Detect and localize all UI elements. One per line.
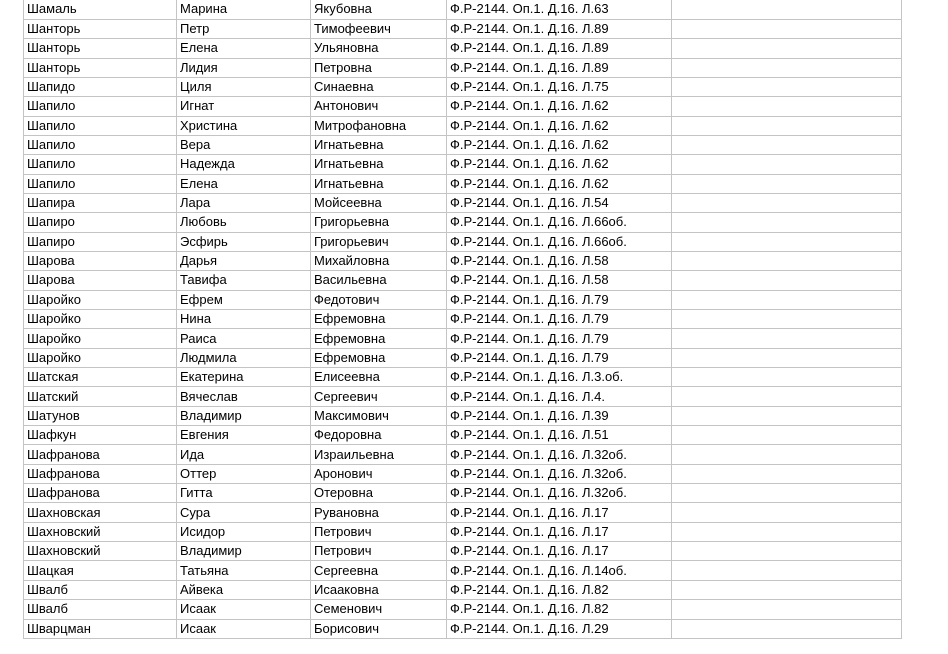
first-name-cell: Христина — [177, 116, 311, 135]
surname-cell: Шанторь — [24, 58, 177, 77]
first-name-cell: Екатерина — [177, 368, 311, 387]
empty-cell — [672, 561, 902, 580]
surname-cell: Шварцман — [24, 619, 177, 638]
patronymic-cell: Рувановна — [311, 503, 447, 522]
table-row — [24, 155, 902, 174]
empty-cell — [672, 348, 902, 367]
patronymic-cell: Федотович — [311, 290, 447, 309]
first-name-cell: Тавифа — [177, 271, 311, 290]
empty-cell — [672, 97, 902, 116]
surname-cell: Шапило — [24, 174, 177, 193]
archive-reference-cell: Ф.Р-2144. Оп.1. Д.16. Л.17 — [447, 522, 672, 541]
table-row — [24, 542, 902, 561]
first-name-cell: Людмила — [177, 348, 311, 367]
surname-cell: Шафранова — [24, 484, 177, 503]
first-name-cell: Айвека — [177, 580, 311, 599]
surname-cell: Шапило — [24, 116, 177, 135]
first-name-cell: Ида — [177, 445, 311, 464]
empty-cell — [672, 503, 902, 522]
first-name-cell: Оттер — [177, 464, 311, 483]
table-row — [24, 97, 902, 116]
first-name-cell: Вячеслав — [177, 387, 311, 406]
empty-cell — [672, 522, 902, 541]
table-row — [24, 426, 902, 445]
first-name-cell: Дарья — [177, 251, 311, 270]
table-row — [24, 310, 902, 329]
surname-cell: Шапило — [24, 155, 177, 174]
first-name-cell: Ефрем — [177, 290, 311, 309]
archive-reference-cell: Ф.Р-2144. Оп.1. Д.16. Л.14об. — [447, 561, 672, 580]
first-name-cell: Лидия — [177, 58, 311, 77]
surname-cell: Шатский — [24, 387, 177, 406]
archive-reference-cell: Ф.Р-2144. Оп.1. Д.16. Л.82 — [447, 580, 672, 599]
table-row — [24, 580, 902, 599]
archive-reference-cell: Ф.Р-2144. Оп.1. Д.16. Л.79 — [447, 348, 672, 367]
patronymic-cell: Синаевна — [311, 77, 447, 96]
surname-cell: Шахновский — [24, 522, 177, 541]
first-name-cell: Лара — [177, 193, 311, 212]
table-row — [24, 406, 902, 425]
records-table — [23, 0, 902, 639]
patronymic-cell: Петровна — [311, 58, 447, 77]
patronymic-cell: Ефремовна — [311, 348, 447, 367]
first-name-cell: Циля — [177, 77, 311, 96]
first-name-cell: Владимир — [177, 406, 311, 425]
table-row — [24, 232, 902, 251]
table-row — [24, 600, 902, 619]
patronymic-cell: Семенович — [311, 600, 447, 619]
archive-reference-cell: Ф.Р-2144. Оп.1. Д.16. Л.29 — [447, 619, 672, 638]
table-row — [24, 135, 902, 154]
first-name-cell: Гитта — [177, 484, 311, 503]
empty-cell — [672, 484, 902, 503]
surname-cell: Шанторь — [24, 19, 177, 38]
patronymic-cell: Михайловна — [311, 251, 447, 270]
surname-cell: Шаройко — [24, 348, 177, 367]
first-name-cell: Сура — [177, 503, 311, 522]
empty-cell — [672, 251, 902, 270]
patronymic-cell: Антонович — [311, 97, 447, 116]
first-name-cell: Исаак — [177, 600, 311, 619]
archive-reference-cell: Ф.Р-2144. Оп.1. Д.16. Л.79 — [447, 329, 672, 348]
empty-cell — [672, 271, 902, 290]
empty-cell — [672, 619, 902, 638]
archive-reference-cell: Ф.Р-2144. Оп.1. Д.16. Л.58 — [447, 251, 672, 270]
empty-cell — [672, 580, 902, 599]
first-name-cell: Евгения — [177, 426, 311, 445]
empty-cell — [672, 77, 902, 96]
empty-cell — [672, 39, 902, 58]
empty-cell — [672, 542, 902, 561]
archive-reference-cell: Ф.Р-2144. Оп.1. Д.16. Л.51 — [447, 426, 672, 445]
empty-cell — [672, 0, 902, 19]
archive-reference-cell: Ф.Р-2144. Оп.1. Д.16. Л.62 — [447, 116, 672, 135]
patronymic-cell: Аронович — [311, 464, 447, 483]
surname-cell: Шарова — [24, 271, 177, 290]
surname-cell: Шапиро — [24, 213, 177, 232]
patronymic-cell: Ульяновна — [311, 39, 447, 58]
archive-reference-cell: Ф.Р-2144. Оп.1. Д.16. Л.17 — [447, 542, 672, 561]
table-row — [24, 329, 902, 348]
patronymic-cell: Борисович — [311, 619, 447, 638]
surname-cell: Шахновская — [24, 503, 177, 522]
archive-reference-cell: Ф.Р-2144. Оп.1. Д.16. Л.79 — [447, 310, 672, 329]
archive-reference-cell: Ф.Р-2144. Оп.1. Д.16. Л.66об. — [447, 213, 672, 232]
archive-reference-cell: Ф.Р-2144. Оп.1. Д.16. Л.32об. — [447, 445, 672, 464]
first-name-cell: Вера — [177, 135, 311, 154]
table-row — [24, 39, 902, 58]
archive-reference-cell: Ф.Р-2144. Оп.1. Д.16. Л.89 — [447, 19, 672, 38]
patronymic-cell: Игнатьевна — [311, 135, 447, 154]
table-row — [24, 213, 902, 232]
surname-cell: Шанторь — [24, 39, 177, 58]
empty-cell — [672, 426, 902, 445]
surname-cell: Шапидо — [24, 77, 177, 96]
patronymic-cell: Митрофановна — [311, 116, 447, 135]
surname-cell: Шафкун — [24, 426, 177, 445]
patronymic-cell: Максимович — [311, 406, 447, 425]
table-row — [24, 368, 902, 387]
archive-reference-cell: Ф.Р-2144. Оп.1. Д.16. Л.66об. — [447, 232, 672, 251]
patronymic-cell: Сергеевич — [311, 387, 447, 406]
table-row — [24, 174, 902, 193]
archive-reference-cell: Ф.Р-2144. Оп.1. Д.16. Л.89 — [447, 58, 672, 77]
surname-cell: Шамаль — [24, 0, 177, 19]
archive-reference-cell: Ф.Р-2144. Оп.1. Д.16. Л.62 — [447, 155, 672, 174]
patronymic-cell: Мойсеевна — [311, 193, 447, 212]
empty-cell — [672, 310, 902, 329]
surname-cell: Шапира — [24, 193, 177, 212]
archive-reference-cell: Ф.Р-2144. Оп.1. Д.16. Л.32об. — [447, 484, 672, 503]
empty-cell — [672, 213, 902, 232]
surname-cell: Шаройко — [24, 290, 177, 309]
surname-cell: Шатская — [24, 368, 177, 387]
empty-cell — [672, 406, 902, 425]
surname-cell: Шатунов — [24, 406, 177, 425]
first-name-cell: Елена — [177, 174, 311, 193]
empty-cell — [672, 290, 902, 309]
archive-reference-cell: Ф.Р-2144. Оп.1. Д.16. Л.54 — [447, 193, 672, 212]
first-name-cell: Елена — [177, 39, 311, 58]
empty-cell — [672, 464, 902, 483]
first-name-cell: Эсфирь — [177, 232, 311, 251]
patronymic-cell: Исааковна — [311, 580, 447, 599]
empty-cell — [672, 174, 902, 193]
first-name-cell: Петр — [177, 19, 311, 38]
archive-reference-cell: Ф.Р-2144. Оп.1. Д.16. Л.4. — [447, 387, 672, 406]
archive-reference-cell: Ф.Р-2144. Оп.1. Д.16. Л.3.об. — [447, 368, 672, 387]
table-row — [24, 0, 902, 19]
first-name-cell: Любовь — [177, 213, 311, 232]
records-table-body — [24, 0, 902, 638]
surname-cell: Шапило — [24, 135, 177, 154]
archive-reference-cell: Ф.Р-2144. Оп.1. Д.16. Л.58 — [447, 271, 672, 290]
table-row — [24, 251, 902, 270]
surname-cell: Шацкая — [24, 561, 177, 580]
first-name-cell: Татьяна — [177, 561, 311, 580]
empty-cell — [672, 116, 902, 135]
first-name-cell: Нина — [177, 310, 311, 329]
archive-reference-cell: Ф.Р-2144. Оп.1. Д.16. Л.39 — [447, 406, 672, 425]
patronymic-cell: Игнатьевна — [311, 174, 447, 193]
table-row — [24, 522, 902, 541]
surname-cell: Шафранова — [24, 445, 177, 464]
empty-cell — [672, 600, 902, 619]
empty-cell — [672, 193, 902, 212]
records-sheet — [23, 0, 902, 639]
patronymic-cell: Петрович — [311, 542, 447, 561]
archive-reference-cell: Ф.Р-2144. Оп.1. Д.16. Л.63 — [447, 0, 672, 19]
surname-cell: Шаройко — [24, 329, 177, 348]
surname-cell: Шарова — [24, 251, 177, 270]
table-row — [24, 271, 902, 290]
empty-cell — [672, 232, 902, 251]
first-name-cell: Игнат — [177, 97, 311, 116]
patronymic-cell: Ефремовна — [311, 329, 447, 348]
patronymic-cell: Израильевна — [311, 445, 447, 464]
empty-cell — [672, 387, 902, 406]
surname-cell: Шаройко — [24, 310, 177, 329]
first-name-cell: Владимир — [177, 542, 311, 561]
first-name-cell: Надежда — [177, 155, 311, 174]
patronymic-cell: Ефремовна — [311, 310, 447, 329]
empty-cell — [672, 135, 902, 154]
archive-reference-cell: Ф.Р-2144. Оп.1. Д.16. Л.62 — [447, 97, 672, 116]
table-row — [24, 387, 902, 406]
table-row — [24, 348, 902, 367]
surname-cell: Шафранова — [24, 464, 177, 483]
empty-cell — [672, 445, 902, 464]
archive-reference-cell: Ф.Р-2144. Оп.1. Д.16. Л.79 — [447, 290, 672, 309]
archive-reference-cell: Ф.Р-2144. Оп.1. Д.16. Л.32об. — [447, 464, 672, 483]
empty-cell — [672, 155, 902, 174]
archive-reference-cell: Ф.Р-2144. Оп.1. Д.16. Л.89 — [447, 39, 672, 58]
table-row — [24, 19, 902, 38]
table-row — [24, 116, 902, 135]
archive-reference-cell: Ф.Р-2144. Оп.1. Д.16. Л.75 — [447, 77, 672, 96]
table-row — [24, 619, 902, 638]
table-row — [24, 464, 902, 483]
first-name-cell: Исаак — [177, 619, 311, 638]
table-row — [24, 484, 902, 503]
table-row — [24, 77, 902, 96]
empty-cell — [672, 368, 902, 387]
table-row — [24, 503, 902, 522]
patronymic-cell: Отеровна — [311, 484, 447, 503]
patronymic-cell: Елисеевна — [311, 368, 447, 387]
first-name-cell: Исидор — [177, 522, 311, 541]
surname-cell: Швалб — [24, 580, 177, 599]
patronymic-cell: Игнатьевна — [311, 155, 447, 174]
patronymic-cell: Григорьевич — [311, 232, 447, 251]
archive-reference-cell: Ф.Р-2144. Оп.1. Д.16. Л.17 — [447, 503, 672, 522]
table-row — [24, 561, 902, 580]
patronymic-cell: Федоровна — [311, 426, 447, 445]
patronymic-cell: Васильевна — [311, 271, 447, 290]
surname-cell: Шапиро — [24, 232, 177, 251]
surname-cell: Шапило — [24, 97, 177, 116]
table-row — [24, 445, 902, 464]
table-row — [24, 58, 902, 77]
empty-cell — [672, 329, 902, 348]
archive-reference-cell: Ф.Р-2144. Оп.1. Д.16. Л.82 — [447, 600, 672, 619]
patronymic-cell: Тимофеевич — [311, 19, 447, 38]
patronymic-cell: Петрович — [311, 522, 447, 541]
table-row — [24, 193, 902, 212]
archive-reference-cell: Ф.Р-2144. Оп.1. Д.16. Л.62 — [447, 174, 672, 193]
first-name-cell: Раиса — [177, 329, 311, 348]
surname-cell: Швалб — [24, 600, 177, 619]
patronymic-cell: Григорьевна — [311, 213, 447, 232]
table-row — [24, 290, 902, 309]
empty-cell — [672, 19, 902, 38]
archive-reference-cell: Ф.Р-2144. Оп.1. Д.16. Л.62 — [447, 135, 672, 154]
patronymic-cell: Сергеевна — [311, 561, 447, 580]
patronymic-cell: Якубовна — [311, 0, 447, 19]
empty-cell — [672, 58, 902, 77]
surname-cell: Шахновский — [24, 542, 177, 561]
first-name-cell: Марина — [177, 0, 311, 19]
